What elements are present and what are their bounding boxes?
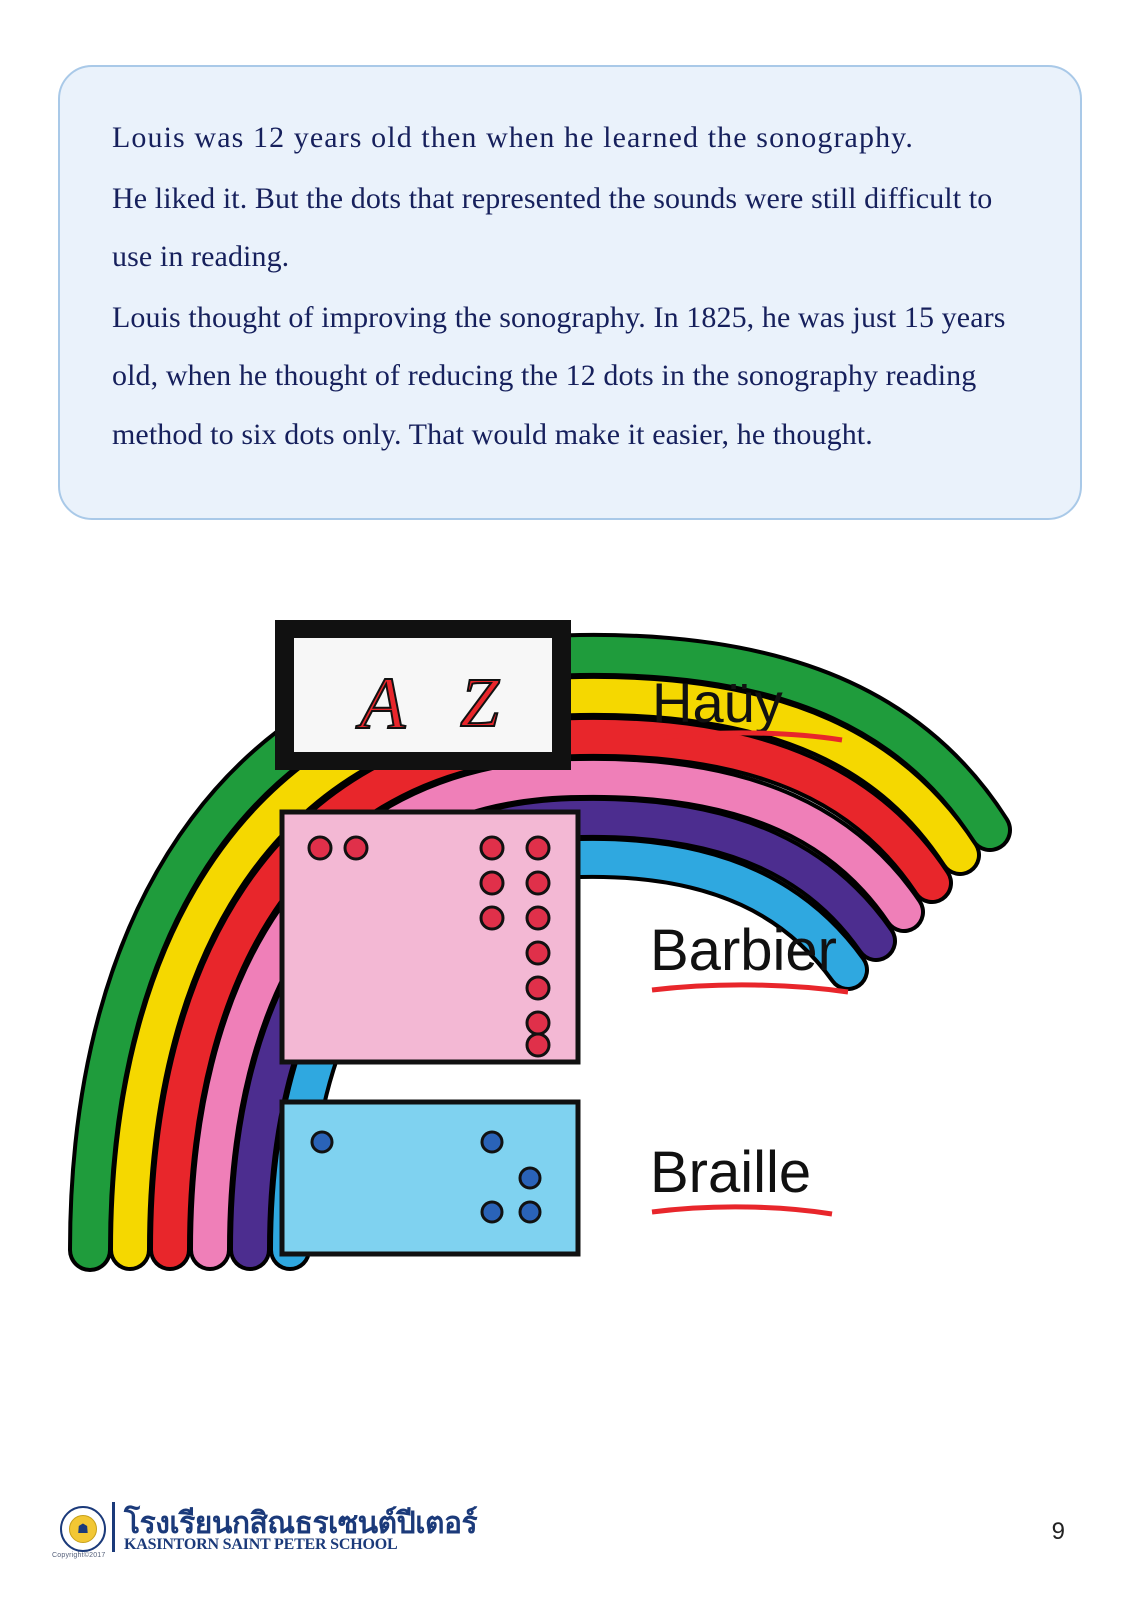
footer-divider: [112, 1502, 115, 1552]
copyright-text: Copyright©2017: [52, 1552, 106, 1559]
hauy-card: [275, 620, 571, 770]
school-seal-inner: ☗: [69, 1515, 97, 1543]
label-barbier: Barbier: [650, 918, 837, 983]
plaque-letter-a: A: [360, 663, 406, 745]
school-seal-icon: [60, 1506, 106, 1552]
label-braille: Braille: [650, 1140, 812, 1205]
label-braille-underline: [652, 1207, 832, 1214]
page-number: 9: [1051, 1518, 1065, 1545]
school-name-thai: โรงเรียนกสิณธรเซนต์ปีเตอร์: [124, 1507, 478, 1540]
school-name-english: KASINTORN SAINT PETER SCHOOL: [124, 1536, 398, 1553]
paragraph-2: He liked it. But the dots that represented the sounds were still difficult to use in reading.: [112, 181, 993, 273]
paragraph-1: Louis was 12 years old then when he learned the sonography.: [112, 121, 914, 154]
braille-card: [282, 1102, 578, 1254]
illustration-rainbow-reading-systems: [60, 600, 1080, 1320]
barbier-card: [282, 812, 578, 1062]
label-hauy: Haüy: [652, 671, 783, 734]
label-barbier-underline: [652, 985, 848, 992]
plaque-letter-z: Z: [460, 665, 499, 742]
page-footer: [0, 1500, 1140, 1580]
paragraph-3: Louis thought of improving the sonography. In 1825, he was just 15 years old, when he thought of reducing the 12 dots in the sonography reading method to six dots only. That would make it easier, he thought.: [112, 300, 1006, 451]
story-text-card: [58, 65, 1082, 520]
